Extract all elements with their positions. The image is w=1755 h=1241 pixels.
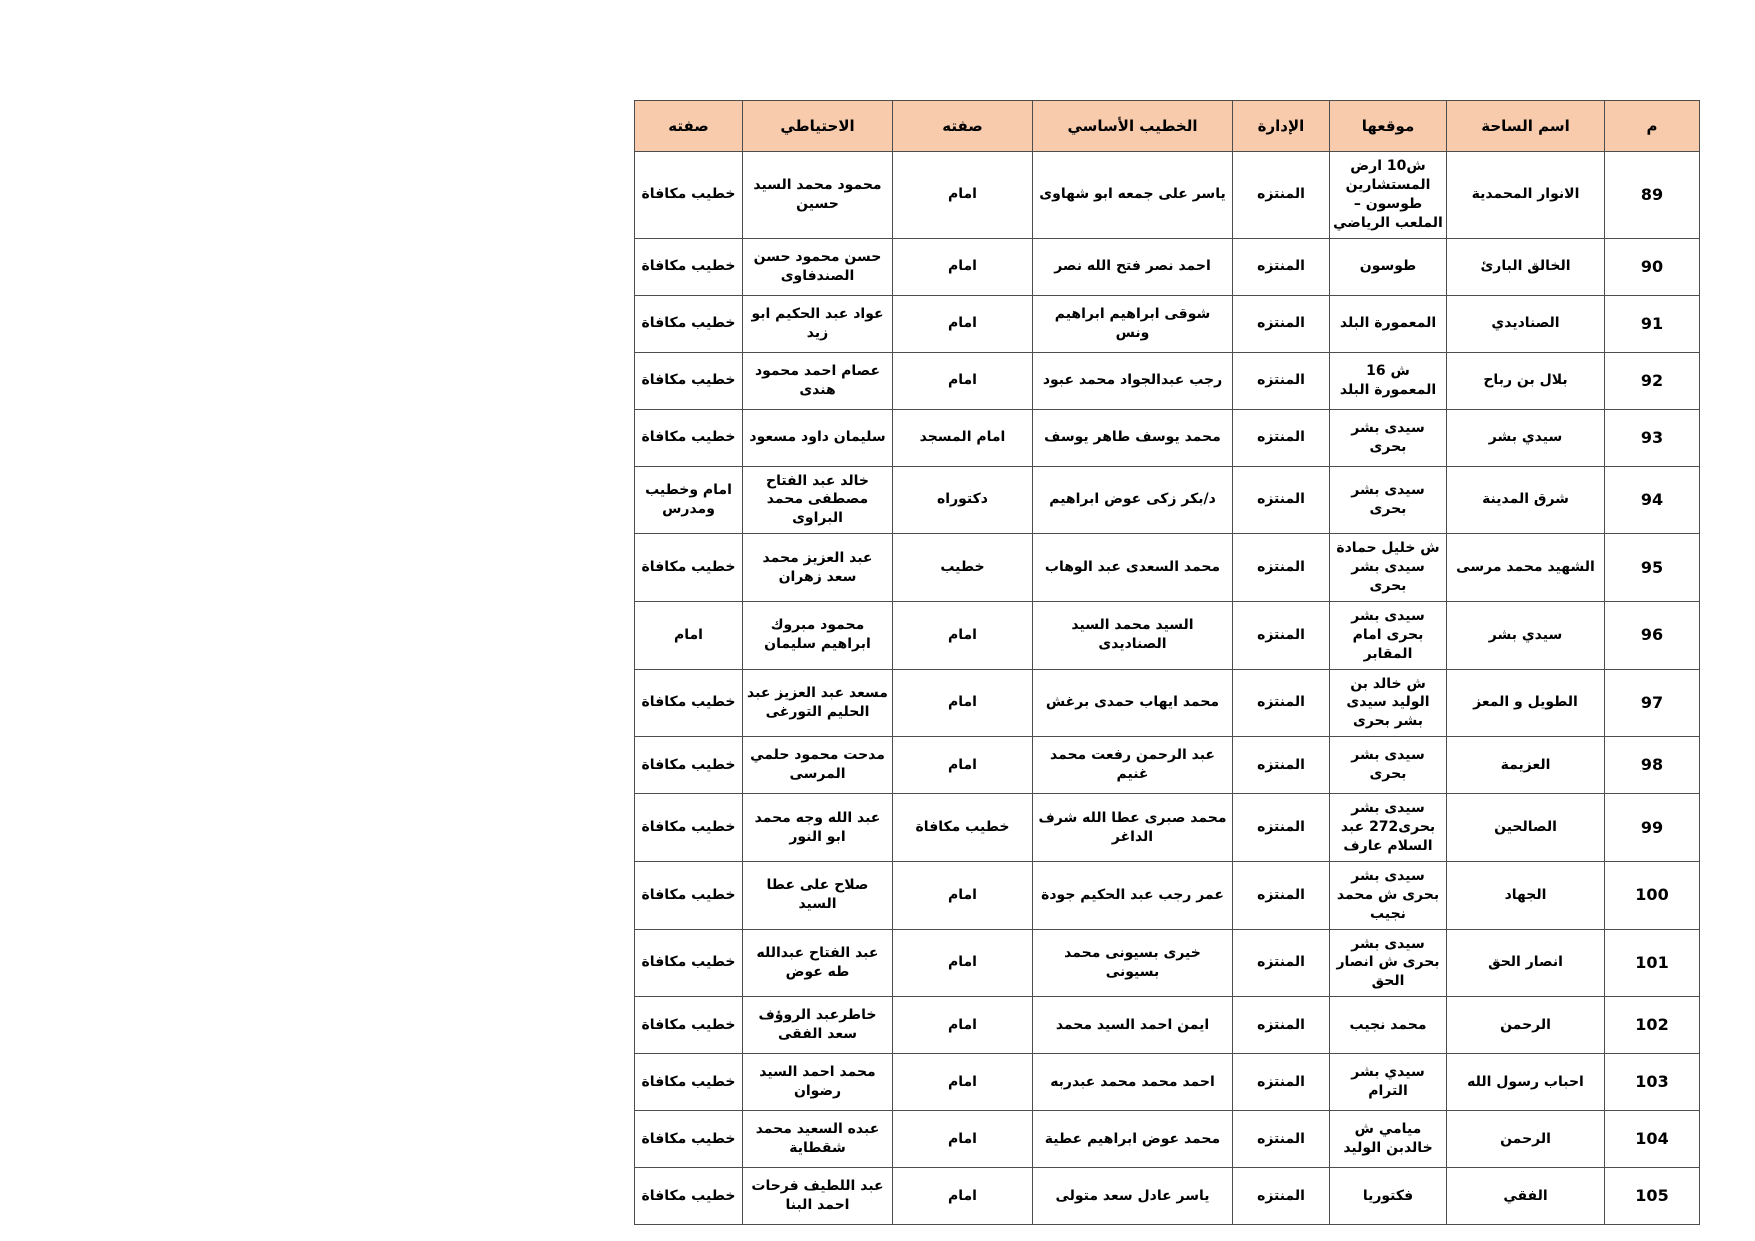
cell-mtitle: امام <box>893 1111 1033 1168</box>
cell-name: سيدي بشر <box>1447 409 1605 466</box>
cell-name: سيدي بشر <box>1447 601 1605 669</box>
cell-rtitle: خطيب مكافاة <box>635 1054 743 1111</box>
cell-name: الرحمن <box>1447 1111 1605 1168</box>
cell-rtitle: خطيب مكافاة <box>635 352 743 409</box>
cell-rtitle: امام وخطيب ومدرس <box>635 466 743 534</box>
cell-admin: المنتزه <box>1233 238 1330 295</box>
cell-res: عبد الفتاح عبدالله طه عوض <box>743 929 893 997</box>
cell-loc: سيدى بشر بحرى ش انصار الحق <box>1330 929 1447 997</box>
cell-rtitle: خطيب مكافاة <box>635 997 743 1054</box>
cell-res: مدحت محمود حلمي المرسى <box>743 737 893 794</box>
cell-main: السيد محمد السيد الصناديدى <box>1033 601 1233 669</box>
cell-num: 103 <box>1605 1054 1700 1111</box>
column-header-num: م <box>1605 101 1700 152</box>
column-header-loc: موقعها <box>1330 101 1447 152</box>
cell-num: 90 <box>1605 238 1700 295</box>
cell-main: احمد نصر فتح الله نصر <box>1033 238 1233 295</box>
cell-loc: سيدى بشر بحرى <box>1330 737 1447 794</box>
cell-admin: المنتزه <box>1233 794 1330 862</box>
cell-num: 89 <box>1605 152 1700 239</box>
cell-res: حسن محمود حسن الصندفاوى <box>743 238 893 295</box>
cell-loc: ش خالد بن الوليد سيدى بشر بحرى <box>1330 669 1447 737</box>
cell-name: احباب رسول الله <box>1447 1054 1605 1111</box>
cell-rtitle: امام <box>635 601 743 669</box>
cell-mtitle: امام <box>893 1168 1033 1225</box>
cell-res: عواد عبد الحكيم ابو زيد <box>743 295 893 352</box>
cell-res: عبد الله وجه محمد ابو النور <box>743 794 893 862</box>
cell-rtitle: خطيب مكافاة <box>635 534 743 602</box>
cell-main: ياسر عادل سعد متولى <box>1033 1168 1233 1225</box>
table-row <box>635 352 1700 409</box>
cell-res: محمود مبروك ابراهيم سليمان <box>743 601 893 669</box>
column-header-rtitle: صفته <box>635 101 743 152</box>
cell-admin: المنتزه <box>1233 152 1330 239</box>
cell-name: الشهيد محمد مرسى <box>1447 534 1605 602</box>
table-row <box>635 295 1700 352</box>
cell-admin: المنتزه <box>1233 295 1330 352</box>
cell-num: 92 <box>1605 352 1700 409</box>
cell-rtitle: خطيب مكافاة <box>635 295 743 352</box>
cell-name: الصالحين <box>1447 794 1605 862</box>
cell-name: الطويل و المعز <box>1447 669 1605 737</box>
cell-main: محمد ايهاب حمدى برغش <box>1033 669 1233 737</box>
cell-admin: المنتزه <box>1233 929 1330 997</box>
cell-mtitle: امام <box>893 601 1033 669</box>
cell-mtitle: امام <box>893 352 1033 409</box>
cell-admin: المنتزه <box>1233 534 1330 602</box>
cell-name: الجهاد <box>1447 861 1605 929</box>
cell-name: انصار الحق <box>1447 929 1605 997</box>
cell-loc: ش10 ارض المستشارين طوسون – الملعب الرياضي <box>1330 152 1447 239</box>
cell-res: محمد احمد السيد رضوان <box>743 1054 893 1111</box>
cell-num: 105 <box>1605 1168 1700 1225</box>
cell-name: الرحمن <box>1447 997 1605 1054</box>
cell-admin: المنتزه <box>1233 861 1330 929</box>
cell-admin: المنتزه <box>1233 466 1330 534</box>
cell-loc: ش خليل حمادة سيدى بشر بحرى <box>1330 534 1447 602</box>
cell-num: 104 <box>1605 1111 1700 1168</box>
table-row <box>635 794 1700 862</box>
cell-loc: سيدى بشر بحرى امام المقابر <box>1330 601 1447 669</box>
cell-admin: المنتزه <box>1233 1054 1330 1111</box>
cell-main: محمد السعدى عبد الوهاب <box>1033 534 1233 602</box>
cell-mtitle: امام <box>893 997 1033 1054</box>
cell-main: محمد يوسف طاهر يوسف <box>1033 409 1233 466</box>
cell-res: خالد عبد الفتاح مصطفى محمد البراوى <box>743 466 893 534</box>
cell-mtitle: خطيب <box>893 534 1033 602</box>
cell-main: محمد صبرى عطا الله شرف الداغر <box>1033 794 1233 862</box>
table-row <box>635 1054 1700 1111</box>
cell-name: الانوار المحمدية <box>1447 152 1605 239</box>
table-header-row <box>635 101 1700 152</box>
cell-num: 101 <box>1605 929 1700 997</box>
cell-loc: المعمورة البلد <box>1330 295 1447 352</box>
cell-loc: سيدي بشر الترام <box>1330 1054 1447 1111</box>
cell-res: عبد اللطيف فرحات احمد البنا <box>743 1168 893 1225</box>
table-row <box>635 409 1700 466</box>
cell-res: محمود محمد السيد حسين <box>743 152 893 239</box>
cell-name: العزيمة <box>1447 737 1605 794</box>
cell-loc: سيدى بشر بحرى <box>1330 466 1447 534</box>
cell-main: شوقى ابراهيم ابراهيم ونس <box>1033 295 1233 352</box>
cell-admin: المنتزه <box>1233 601 1330 669</box>
cell-main: د/بكر زكى عوض ابراهيم <box>1033 466 1233 534</box>
cell-rtitle: خطيب مكافاة <box>635 1168 743 1225</box>
cell-loc: ش 16 المعمورة البلد <box>1330 352 1447 409</box>
cell-name: الصناديدي <box>1447 295 1605 352</box>
cell-admin: المنتزه <box>1233 1111 1330 1168</box>
cell-num: 102 <box>1605 997 1700 1054</box>
cell-loc: محمد نجيب <box>1330 997 1447 1054</box>
cell-rtitle: خطيب مكافاة <box>635 861 743 929</box>
cell-rtitle: خطيب مكافاة <box>635 238 743 295</box>
cell-mtitle: امام <box>893 669 1033 737</box>
cell-mtitle: امام <box>893 1054 1033 1111</box>
table-body <box>635 152 1700 1225</box>
cell-num: 95 <box>1605 534 1700 602</box>
table-row <box>635 1168 1700 1225</box>
cell-admin: المنتزه <box>1233 352 1330 409</box>
cell-main: عبد الرحمن رفعت محمد غنيم <box>1033 737 1233 794</box>
table-row <box>635 238 1700 295</box>
cell-mtitle: خطيب مكافاة <box>893 794 1033 862</box>
cell-num: 97 <box>1605 669 1700 737</box>
cell-mtitle: امام <box>893 152 1033 239</box>
cell-num: 98 <box>1605 737 1700 794</box>
cell-admin: المنتزه <box>1233 997 1330 1054</box>
cell-main: رجب عبدالجواد محمد عبود <box>1033 352 1233 409</box>
column-header-admin: الإدارة <box>1233 101 1330 152</box>
table-row <box>635 466 1700 534</box>
cell-rtitle: خطيب مكافاة <box>635 1111 743 1168</box>
cell-mtitle: دكتوراه <box>893 466 1033 534</box>
cell-mtitle: امام <box>893 737 1033 794</box>
cell-main: عمر رجب عبد الحكيم جودة <box>1033 861 1233 929</box>
cell-res: عبد العزيز محمد سعد زهران <box>743 534 893 602</box>
table-row <box>635 861 1700 929</box>
cell-name: الخالق البارئ <box>1447 238 1605 295</box>
preachers-table <box>634 100 1700 1225</box>
cell-num: 100 <box>1605 861 1700 929</box>
cell-main: محمد عوض ابراهيم عطية <box>1033 1111 1233 1168</box>
cell-main: ياسر على جمعه ابو شهاوى <box>1033 152 1233 239</box>
cell-res: صلاح على عطا السيد <box>743 861 893 929</box>
table-row <box>635 669 1700 737</box>
cell-num: 91 <box>1605 295 1700 352</box>
cell-res: مسعد عبد العزيز عبد الحليم التورغى <box>743 669 893 737</box>
table-row <box>635 1111 1700 1168</box>
column-header-main: الخطيب الأساسي <box>1033 101 1233 152</box>
cell-num: 94 <box>1605 466 1700 534</box>
cell-mtitle: امام المسجد <box>893 409 1033 466</box>
column-header-res: الاحتياطي <box>743 101 893 152</box>
cell-res: سليمان داود مسعود <box>743 409 893 466</box>
cell-res: عصام احمد محمود هندى <box>743 352 893 409</box>
cell-mtitle: امام <box>893 929 1033 997</box>
cell-main: ايمن احمد السيد محمد <box>1033 997 1233 1054</box>
table-row <box>635 737 1700 794</box>
cell-rtitle: خطيب مكافاة <box>635 152 743 239</box>
cell-loc: سيدى بشر بحرى <box>1330 409 1447 466</box>
cell-loc: سيدى بشر بحرى ش محمد نجيب <box>1330 861 1447 929</box>
column-header-mtitle: صفته <box>893 101 1033 152</box>
cell-mtitle: امام <box>893 238 1033 295</box>
cell-rtitle: خطيب مكافاة <box>635 409 743 466</box>
cell-main: احمد محمد محمد عبدربه <box>1033 1054 1233 1111</box>
cell-res: عبده السعيد محمد شقطاية <box>743 1111 893 1168</box>
column-header-name: اسم الساحة <box>1447 101 1605 152</box>
cell-mtitle: امام <box>893 861 1033 929</box>
cell-rtitle: خطيب مكافاة <box>635 929 743 997</box>
cell-rtitle: خطيب مكافاة <box>635 669 743 737</box>
cell-mtitle: امام <box>893 295 1033 352</box>
cell-admin: المنتزه <box>1233 737 1330 794</box>
cell-loc: ميامي ش خالدبن الوليد <box>1330 1111 1447 1168</box>
cell-num: 93 <box>1605 409 1700 466</box>
cell-num: 99 <box>1605 794 1700 862</box>
cell-admin: المنتزه <box>1233 409 1330 466</box>
cell-loc: طوسون <box>1330 238 1447 295</box>
table-row <box>635 601 1700 669</box>
cell-rtitle: خطيب مكافاة <box>635 794 743 862</box>
cell-name: بلال بن رباح <box>1447 352 1605 409</box>
cell-main: خيرى بسيونى محمد بسيونى <box>1033 929 1233 997</box>
table-row <box>635 152 1700 239</box>
cell-admin: المنتزه <box>1233 669 1330 737</box>
cell-res: خاطرعبد الروؤف سعد الفقى <box>743 997 893 1054</box>
cell-name: الفقي <box>1447 1168 1605 1225</box>
cell-name: شرق المدينة <box>1447 466 1605 534</box>
cell-num: 96 <box>1605 601 1700 669</box>
cell-admin: المنتزه <box>1233 1168 1330 1225</box>
table-row <box>635 997 1700 1054</box>
cell-rtitle: خطيب مكافاة <box>635 737 743 794</box>
cell-loc: فكتوريا <box>1330 1168 1447 1225</box>
table-row <box>635 929 1700 997</box>
table-row <box>635 534 1700 602</box>
cell-loc: سيدى بشر بحرى272 عبد السلام عارف <box>1330 794 1447 862</box>
